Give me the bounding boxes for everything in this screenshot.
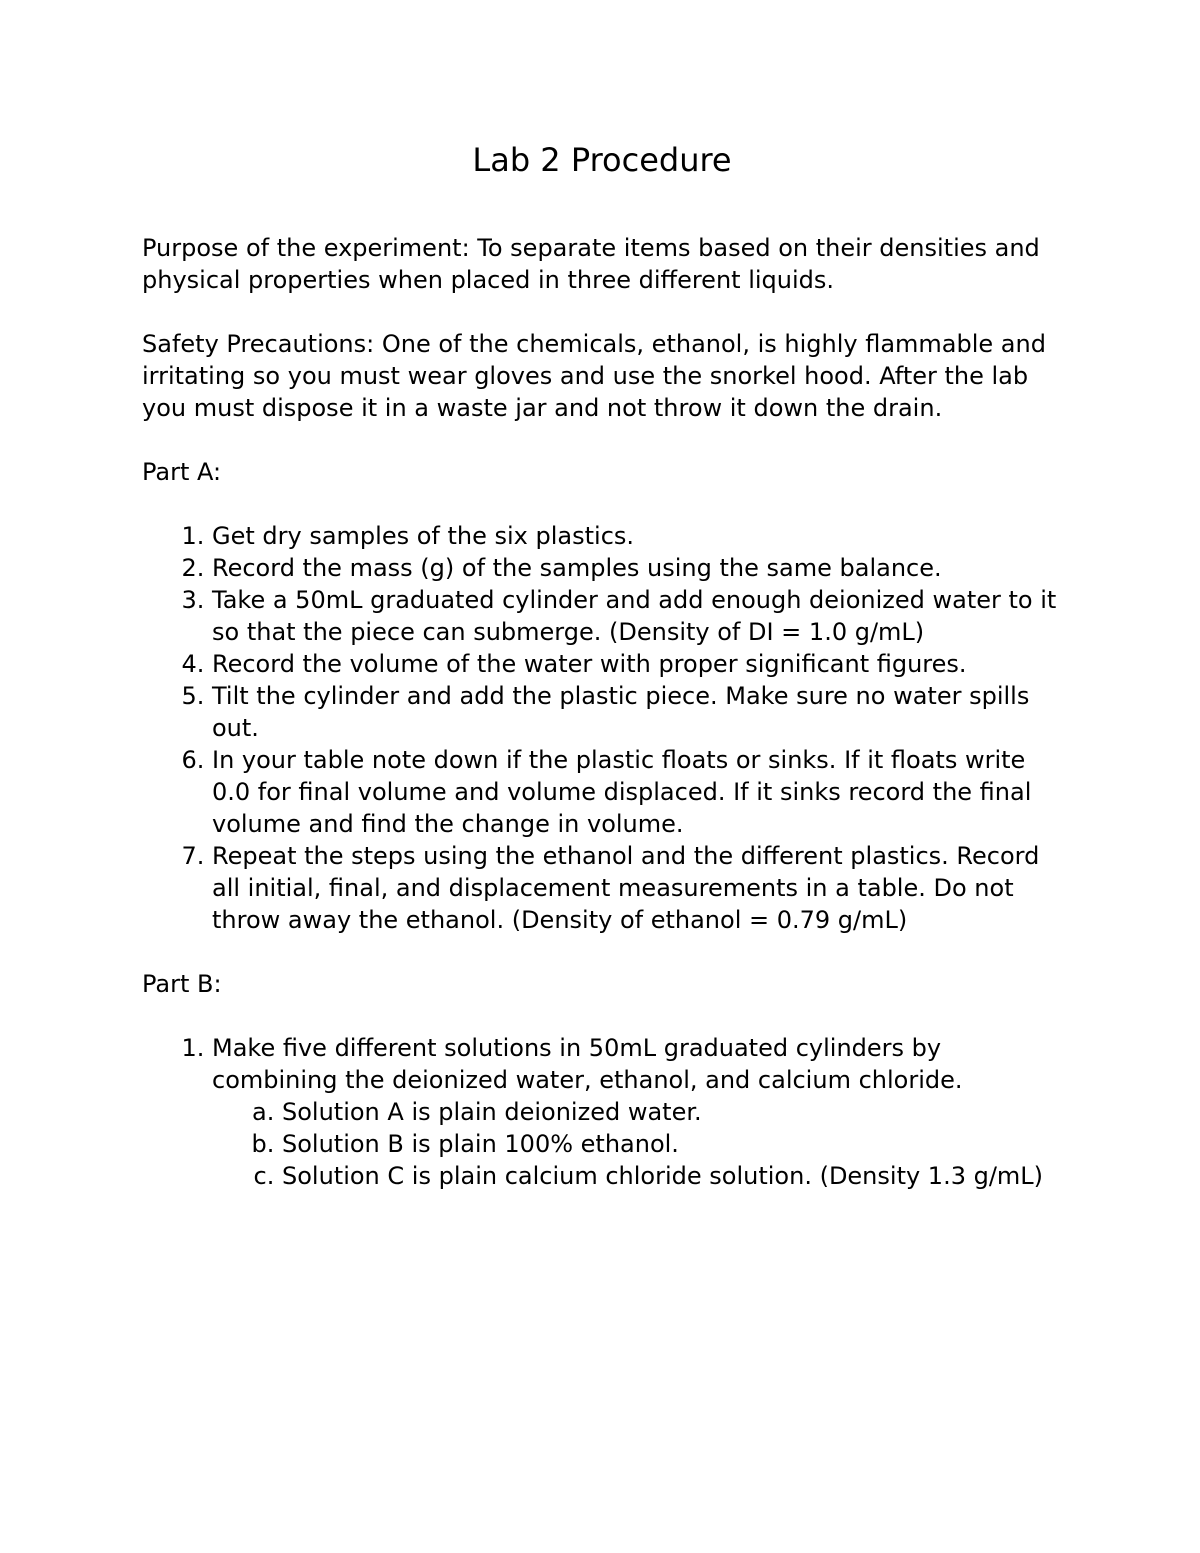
- safety-paragraph: Safety Precautions: One of the chemicals, ethanol, is highly flammable and irritating so you must wear gloves and use the snorkel hood. After the lab you must dispose it in a waste jar and not throw it down the drain.: [142, 330, 1046, 422]
- list-item: 7. Repeat the steps using the ethanol and the different plastics. Record all initial, final, and displacement measurements in a table. Do not throw away the ethanol. (Density of ethanol = 0.79 g/mL): [212, 840, 1062, 936]
- part-b-steps: [142, 1032, 1062, 1192]
- page-title: Lab 2 Procedure: [472, 141, 732, 179]
- list-item: 5. Tilt the cylinder and add the plastic piece. Make sure no water spills out.: [212, 680, 1062, 744]
- list-item: 1. Get dry samples of the six plastics.: [212, 520, 1062, 552]
- list-item: 6. In your table note down if the plastic floats or sinks. If it floats write 0.0 for final volume and volume displaced. If it sinks record the final volume and find the change in volume.: [212, 744, 1062, 840]
- sub-list-item: b. Solution B is plain 100% ethanol.: [282, 1128, 1062, 1160]
- list-item-text: Make five different solutions in 50mL graduated cylinders by combining the deionized water, ethanol, and calcium chloride.: [212, 1034, 963, 1094]
- purpose-paragraph: Purpose of the experiment: To separate items based on their densities and physical properties when placed in three different liquids.: [142, 234, 1040, 294]
- list-item: 4. Record the volume of the water with proper significant figures.: [212, 648, 1062, 680]
- sub-list-item: c. Solution C is plain calcium chloride solution. (Density 1.3 g/mL): [282, 1160, 1062, 1192]
- part-b-substeps: [212, 1096, 1062, 1192]
- part-b-heading: Part B:: [142, 970, 222, 998]
- list-item: 3. Take a 50mL graduated cylinder and add enough deionized water to it so that the piece can submerge. (Density of DI = 1.0 g/mL): [212, 584, 1062, 648]
- list-item: [212, 1032, 1062, 1192]
- list-item: 2. Record the mass (g) of the samples using the same balance.: [212, 552, 1062, 584]
- part-a-steps: [142, 520, 1062, 936]
- sub-list-item: a. Solution A is plain deionized water.: [282, 1096, 1062, 1128]
- part-a-heading: Part A:: [142, 458, 222, 486]
- document-page: [142, 138, 1062, 1192]
